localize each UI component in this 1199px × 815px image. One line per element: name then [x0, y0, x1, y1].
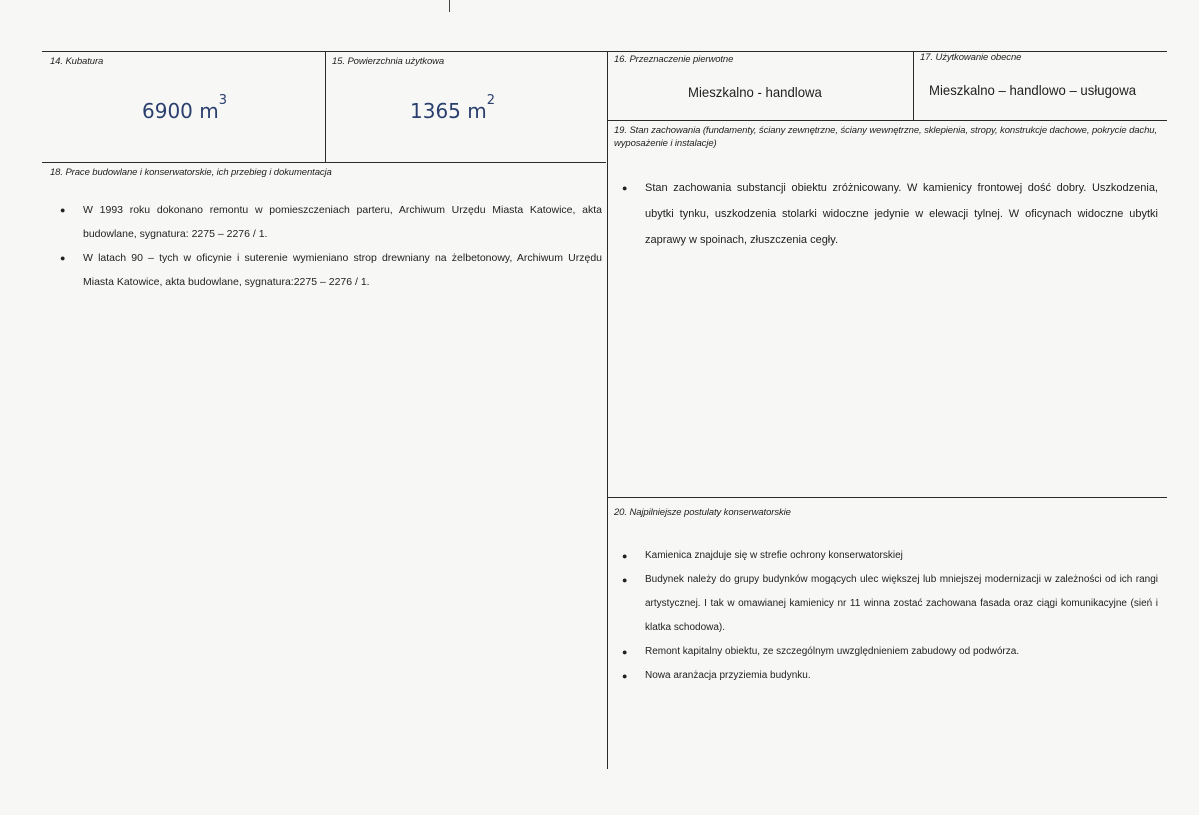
bullet-icon: ●: [622, 671, 628, 681]
bullet-icon: ●: [622, 647, 628, 657]
field-17-value: Mieszkalno – handlowo – usługowa: [929, 82, 1137, 98]
list-item: ● Stan zachowania substancji obiektu zróżnicowany. W kamienicy frontowej dość dobry. Uszkodzenia, ubytki tynku, uszkodzenia stolarki widoczne jedynie w elewacji tylnej. W oficynach widoczne ubytki zaprawy w spoinach, złuszczenia cegły.: [622, 175, 1158, 253]
list-item: ● Nowa aranżacja przyziemia budynku.: [622, 664, 1158, 688]
divider-20: [607, 497, 1167, 498]
field-16-value: Mieszkalno - handlowa: [688, 84, 822, 100]
field-14-value: [142, 93, 228, 123]
field-20-label: 20. Najpilniejsze postulaty konserwatorskie: [614, 507, 791, 518]
bullet-icon: ●: [60, 253, 66, 263]
field-19-list: [622, 175, 1158, 253]
list-item: ● W latach 90 – tych w oficynie i suterenie wymieniano strop drewniany na żelbetonowy, Archiwum Urzędu Miasta Katowice, akta budowlane, sygnatura:2275 – 2276 / 1.: [60, 246, 602, 294]
list-item: ● W 1993 roku dokonano remontu w pomieszczeniach parteru, Archiwum Urzędu Miasta Katowice, akta budowlane, sygnatura: 2275 – 2276 / 1.: [60, 198, 602, 246]
field-18-label: 18. Prace budowlane i konserwatorskie, ich przebieg i dokumentacja: [50, 167, 332, 178]
field-14-number: 6900 m: [142, 99, 219, 123]
field-15-value: [410, 93, 496, 123]
top-tick-mark: [449, 0, 450, 12]
list-item: ● Budynek należy do grupy budynków mogących ulec większej lub mniejszej modernizacji w zależności od ich rangi artystycznej. I tak w omawianej kamienicy nr 11 winna zostać zachowana fasada oraz ciągi komunikacyjne (sień i klatka schodowa).: [622, 568, 1158, 640]
list-item: ● Kamienica znajduje się w strefie ochrony konserwatorskiej: [622, 544, 1158, 568]
center-divider: [607, 51, 608, 769]
field-15-label: 15. Powierzchnia użytkowa: [332, 56, 445, 67]
field-14-exponent: 3: [218, 93, 228, 109]
divider-16-17: [913, 51, 914, 120]
field-18-list: [60, 198, 602, 294]
bullet-icon: ●: [60, 205, 66, 215]
field-17-label: 17. Użytkowanie obecne: [920, 52, 1022, 63]
field-20-list: [622, 544, 1158, 688]
field-14-label: 14. Kubatura: [50, 56, 104, 67]
field-15-exponent: 2: [486, 93, 496, 109]
list-item: ● Remont kapitalny obiektu, ze szczególnym uwzględnieniem zabudowy od podwórza.: [622, 640, 1158, 664]
divider-14-15: [325, 51, 326, 162]
bullet-icon: ●: [622, 183, 628, 193]
bullet-icon: ●: [622, 551, 628, 561]
divider-19: [607, 120, 1167, 121]
field-15-number: 1365 m: [410, 99, 487, 123]
field-19-label: 19. Stan zachowania (fundamenty, ściany zewnętrzne, ściany wewnętrzne, sklepienia, stropy, konstrukcje dachowe, pokrycie dachu, wyposażenie i instalacje): [614, 125, 1157, 149]
bullet-icon: ●: [622, 575, 628, 585]
field-16-label: 16. Przeznaczenie pierwotne: [614, 54, 734, 65]
divider-18: [42, 162, 606, 163]
